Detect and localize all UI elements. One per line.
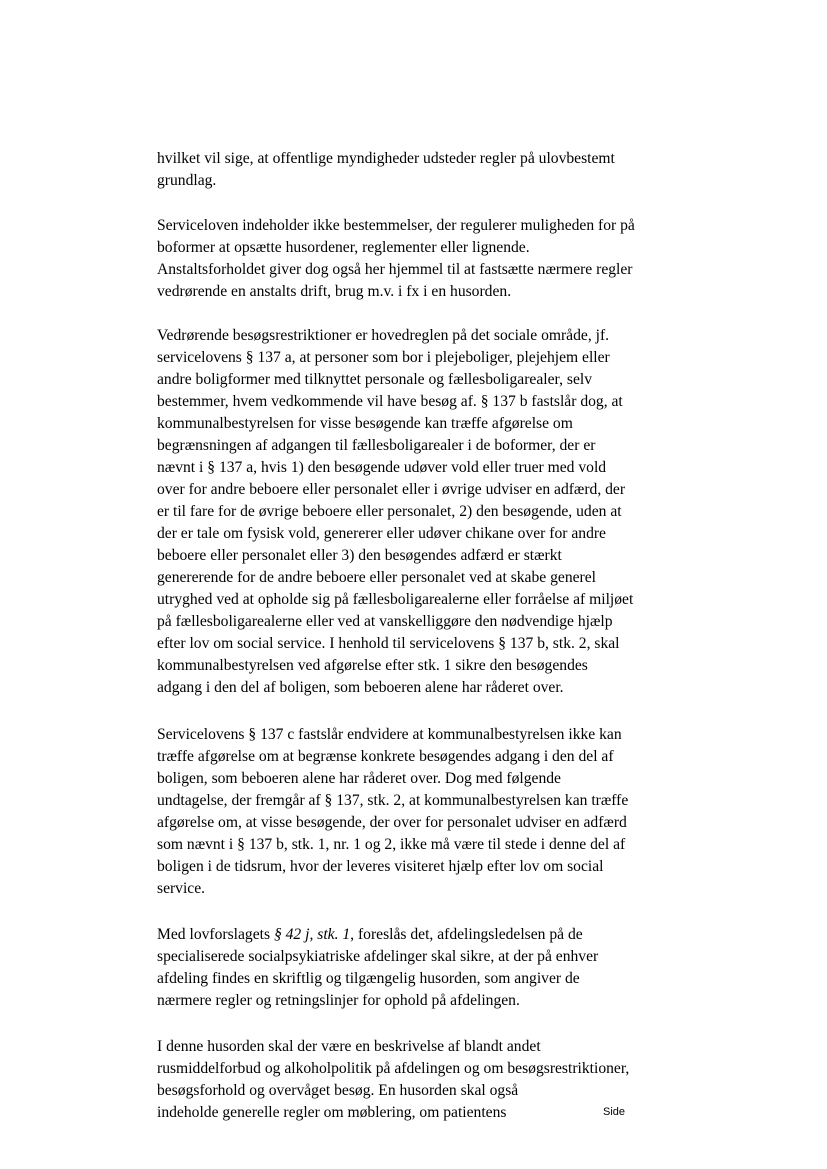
page-footer-label: Side <box>603 1106 626 1118</box>
paragraph-3-line-7: nævnt i § 137 a, hvis 1) den besøgende udøver vold eller truer med vold <box>157 459 607 476</box>
paragraph-5-prefix: Med lovforslagets <box>157 926 274 943</box>
paragraph-2-line-2: boformer at opsætte husordener, reglementer eller lignende. <box>157 239 530 256</box>
paragraph-4-line-3: boligen, som beboeren alene har råderet over. Dog med følgende <box>157 770 561 787</box>
paragraph-2-line-4: vedrørende en anstalts drift, brug m.v. i fx i en husorden. <box>157 283 512 300</box>
paragraph-3-line-4: bestemmer, hvem vedkommende vil have besøg af. § 137 b fastslår dog, at <box>157 393 623 410</box>
paragraph-3-line-12: genererende for de andre beboere eller personalet ved at skabe generel <box>157 569 596 586</box>
paragraph-3-line-2: servicelovens § 137 a, at personer som bor i plejeboliger, plejehjem eller <box>157 349 610 366</box>
paragraph-3-line-1: Vedrørende besøgsrestriktioner er hovedreglen på det sociale område, jf. <box>157 327 610 344</box>
paragraph-3-line-15: efter lov om social service. I henhold til servicelovens § 137 b, stk. 2, skal <box>157 635 620 652</box>
paragraph-3-line-17: adgang i den del af boligen, som beboeren alene har råderet over. <box>157 679 564 696</box>
paragraph-5-line-3: afdeling findes en skriftlig og tilgængelig husorden, som angiver de <box>157 970 580 987</box>
paragraph-3-line-11: beboere eller personalet eller 3) den besøgendes adfærd er stærkt <box>157 547 562 564</box>
paragraph-3-line-10: der er tale om fysisk vold, genererer eller udøver chikane over for andre <box>157 525 606 542</box>
paragraph-6-line-2: rusmiddelforbud og alkoholpolitik på afdelingen og om besøgsrestriktioner, <box>157 1060 630 1077</box>
paragraph-4-line-4: undtagelse, der fremgår af § 137, stk. 2, at kommunalbestyrelsen kan træffe <box>157 792 629 809</box>
paragraph-5-suffix: foreslås det, afdelingsledelsen på de <box>354 926 583 943</box>
paragraph-3-line-8: over for andre beboere eller personalet eller i øvrige udviser en adfærd, der <box>157 481 626 498</box>
paragraph-4-line-5: afgørelse om, at visse besøgende, der over for personalet udviser en adfærd <box>157 814 627 831</box>
paragraph-3-line-14: på fællesboligarealerne eller ved at vanskelliggøre den nødvendige hjælp <box>157 613 613 630</box>
paragraph-3-line-13: utryghed ved at opholde sig på fællesboligarealerne eller forråelse af miljøet <box>157 591 634 608</box>
paragraph-5-line-2: specialiserede socialpsykiatriske afdelinger skal sikre, at der på enhver <box>157 948 599 965</box>
paragraph-4-line-8: service. <box>157 880 206 897</box>
paragraph-5-line-4: nærmere regler og retningslinjer for ophold på afdelingen. <box>157 992 520 1009</box>
paragraph-1-line-1: hvilket vil sige, at offentlige myndigheder udsteder regler på ulovbestemt <box>157 150 615 167</box>
paragraph-4-line-6: som nævnt i § 137 b, stk. 1, nr. 1 og 2, ikke må være til stede i denne del af <box>157 836 626 853</box>
paragraph-2-line-1: Serviceloven indeholder ikke bestemmelser, der regulerer muligheden for på <box>157 217 635 234</box>
paragraph-3-line-6: begrænsningen af adgangen til fællesboligarealer i de boformer, der er <box>157 437 596 454</box>
paragraph-6-line-4: indeholde generelle regler om møblering, om patientens <box>157 1104 507 1121</box>
paragraph-5-line-1 <box>157 926 583 944</box>
paragraph-4-line-2: træffe afgørelse om at begrænse konkrete besøgendes adgang i den del af <box>157 748 614 765</box>
paragraph-3-line-3: andre boligformer med tilknyttet personale og fællesboligarealer, selv <box>157 371 592 388</box>
paragraph-1-line-2: grundlag. <box>157 172 217 189</box>
paragraph-6-line-1: I denne husorden skal der være en beskrivelse af blandt andet <box>157 1038 541 1055</box>
paragraph-2-line-3: Anstaltsforholdet giver dog også her hjemmel til at fastsætte nærmere regler <box>157 261 633 278</box>
paragraph-4-line-1: Servicelovens § 137 c fastslår endvidere at kommunalbestyrelsen ikke kan <box>157 726 622 743</box>
paragraph-4-line-7: boligen i de tidsrum, hvor der leveres visiteret hjælp efter lov om social <box>157 858 604 875</box>
paragraph-3-line-16: kommunalbestyrelsen ved afgørelse efter stk. 1 sikre den besøgendes <box>157 657 588 674</box>
paragraph-3-line-5: kommunalbestyrelsen for visse besøgende kan træffe afgørelse om <box>157 415 573 432</box>
paragraph-5-emphasis: § 42 j, stk. 1, <box>273 926 355 943</box>
paragraph-3-line-9: er til fare for de øvrige beboere eller personalet, 2) den besøgende, uden at <box>157 503 622 520</box>
paragraph-6-line-3: besøgsforhold og overvåget besøg. En husorden skal også <box>157 1082 519 1099</box>
